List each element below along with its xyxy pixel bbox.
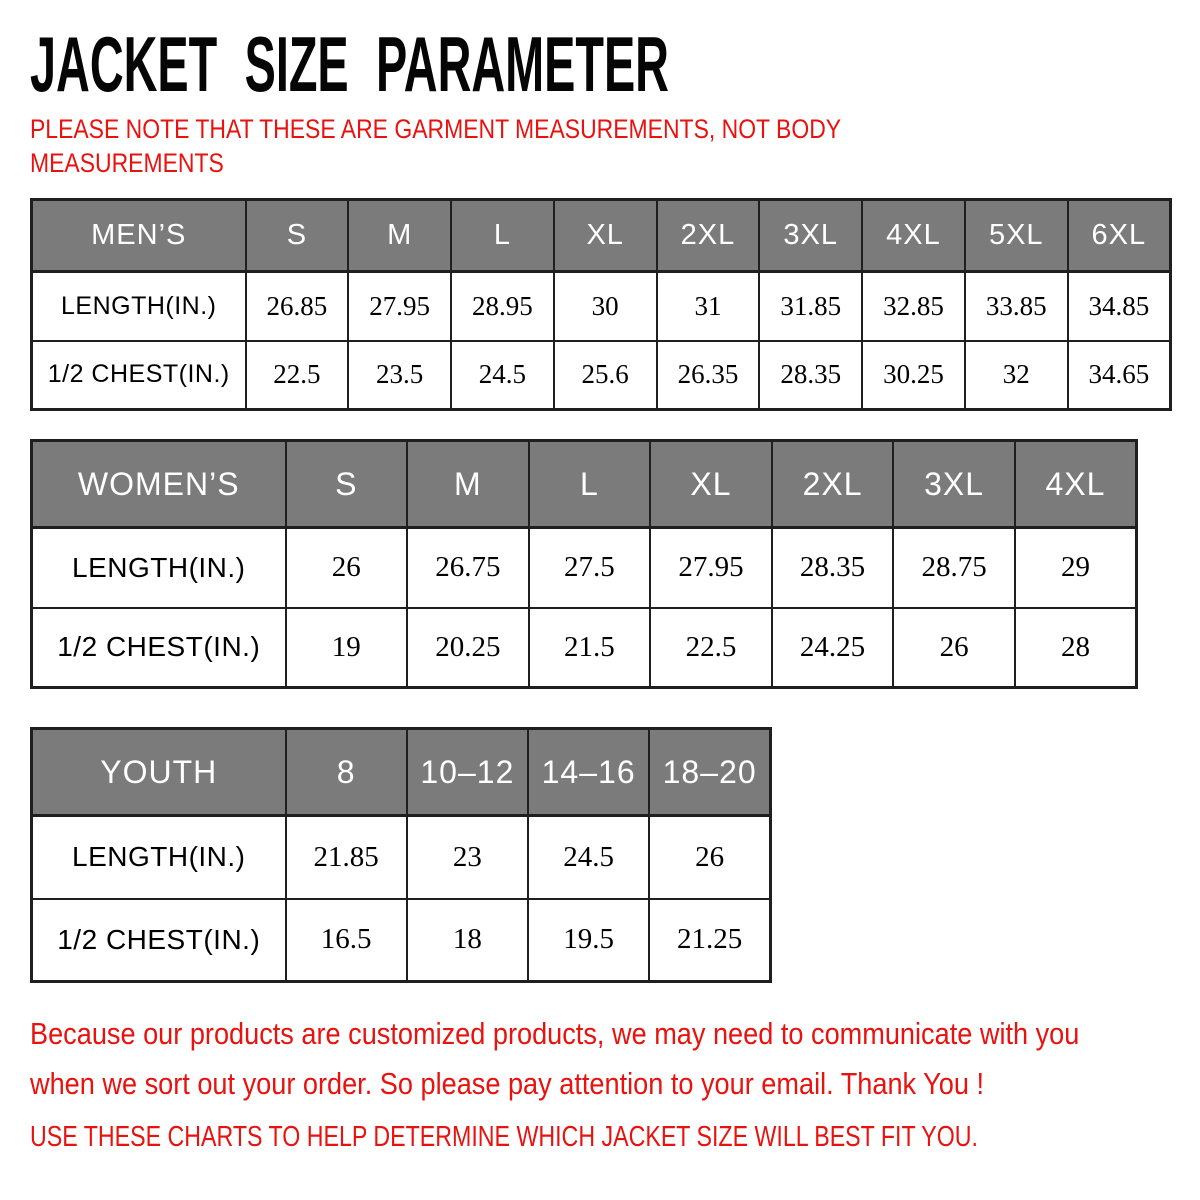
table-row xyxy=(32,528,1137,608)
value-cell: 28.35 xyxy=(772,528,894,608)
value-cell: 28.95 xyxy=(451,272,554,341)
size-column-header: L xyxy=(451,200,554,272)
row-label-cell: LENGTH(IN.) xyxy=(32,816,286,899)
size-column-header: 5XL xyxy=(965,200,1068,272)
mens-size-table xyxy=(30,198,1172,411)
size-column-header: S xyxy=(286,441,408,528)
value-cell: 21.25 xyxy=(649,899,770,982)
value-cell: 27.95 xyxy=(348,272,451,341)
size-column-header: S xyxy=(246,200,349,272)
value-cell: 28 xyxy=(1015,608,1137,688)
table-row xyxy=(32,608,1137,688)
value-cell: 34.85 xyxy=(1068,272,1171,341)
value-cell: 33.85 xyxy=(965,272,1068,341)
size-column-header: M xyxy=(407,441,529,528)
value-cell: 26.85 xyxy=(246,272,349,341)
value-cell: 26.35 xyxy=(657,341,760,410)
customization-notice-line-1: Because our products are customized products, we may need to communicate with you xyxy=(30,1016,1080,1051)
value-cell: 26 xyxy=(893,608,1015,688)
value-cell: 27.95 xyxy=(650,528,772,608)
size-column-header: 3XL xyxy=(893,441,1015,528)
value-cell: 26 xyxy=(286,528,408,608)
table-row xyxy=(32,816,771,899)
size-column-header: XL xyxy=(554,200,657,272)
note-line-2: MEASUREMENTS xyxy=(30,148,224,178)
value-cell: 16.5 xyxy=(286,899,407,982)
size-column-header: 3XL xyxy=(759,200,862,272)
customization-notice-line-2: when we sort out your order. So please pay attention to your email. Thank You ! xyxy=(30,1066,984,1101)
size-column-header: 4XL xyxy=(1015,441,1137,528)
size-column-header: M xyxy=(348,200,451,272)
value-cell: 22.5 xyxy=(650,608,772,688)
size-column-header: L xyxy=(529,441,651,528)
table-row xyxy=(32,341,1171,410)
value-cell: 21.5 xyxy=(529,608,651,688)
size-column-header: 14–16 xyxy=(528,729,649,816)
value-cell: 31.85 xyxy=(759,272,862,341)
value-cell: 24.25 xyxy=(772,608,894,688)
table-title-cell: WOMEN’S xyxy=(32,441,286,528)
value-cell: 34.65 xyxy=(1068,341,1171,410)
value-cell: 20.25 xyxy=(407,608,529,688)
table-row xyxy=(32,272,1171,341)
table-row xyxy=(32,899,771,982)
value-cell: 26 xyxy=(649,816,770,899)
size-column-header: 2XL xyxy=(772,441,894,528)
value-cell: 31 xyxy=(657,272,760,341)
value-cell: 28.35 xyxy=(759,341,862,410)
note-line-1: PLEASE NOTE THAT THESE ARE GARMENT MEASUREMENTS, NOT BODY xyxy=(30,114,842,144)
value-cell: 21.85 xyxy=(286,816,407,899)
size-column-header: 18–20 xyxy=(649,729,770,816)
value-cell: 30 xyxy=(554,272,657,341)
table-title-cell: YOUTH xyxy=(32,729,286,816)
row-label-cell: LENGTH(IN.) xyxy=(32,272,246,341)
value-cell: 24.5 xyxy=(528,816,649,899)
youth-size-table xyxy=(30,727,772,983)
row-label-cell: 1/2 CHEST(IN.) xyxy=(32,608,286,688)
value-cell: 22.5 xyxy=(246,341,349,410)
womens-size-table xyxy=(30,439,1138,689)
size-column-header: 6XL xyxy=(1068,200,1171,272)
value-cell: 24.5 xyxy=(451,341,554,410)
row-label-cell: LENGTH(IN.) xyxy=(32,528,286,608)
value-cell: 32.85 xyxy=(862,272,965,341)
page-title: JACKET SIZE PARAMETER xyxy=(30,20,669,108)
value-cell: 26.75 xyxy=(407,528,529,608)
value-cell: 27.5 xyxy=(529,528,651,608)
row-label-cell: 1/2 CHEST(IN.) xyxy=(32,899,286,982)
size-column-header: XL xyxy=(650,441,772,528)
row-label-cell: 1/2 CHEST(IN.) xyxy=(32,341,246,410)
value-cell: 29 xyxy=(1015,528,1137,608)
garment-measurement-note xyxy=(30,112,1025,180)
size-column-header: 2XL xyxy=(657,200,760,272)
table-title-cell: MEN’S xyxy=(32,200,246,272)
customization-notice xyxy=(30,1009,1080,1109)
value-cell: 18 xyxy=(407,899,528,982)
value-cell: 19.5 xyxy=(528,899,649,982)
chart-usage-note: USE THESE CHARTS TO HELP DETERMINE WHICH JACKET SIZE WILL BEST FIT YOU. xyxy=(30,1121,978,1153)
value-cell: 28.75 xyxy=(893,528,1015,608)
size-column-header: 4XL xyxy=(862,200,965,272)
value-cell: 30.25 xyxy=(862,341,965,410)
value-cell: 19 xyxy=(286,608,408,688)
value-cell: 23 xyxy=(407,816,528,899)
value-cell: 32 xyxy=(965,341,1068,410)
value-cell: 25.6 xyxy=(554,341,657,410)
value-cell: 23.5 xyxy=(348,341,451,410)
size-column-header: 10–12 xyxy=(407,729,528,816)
size-column-header: 8 xyxy=(286,729,407,816)
